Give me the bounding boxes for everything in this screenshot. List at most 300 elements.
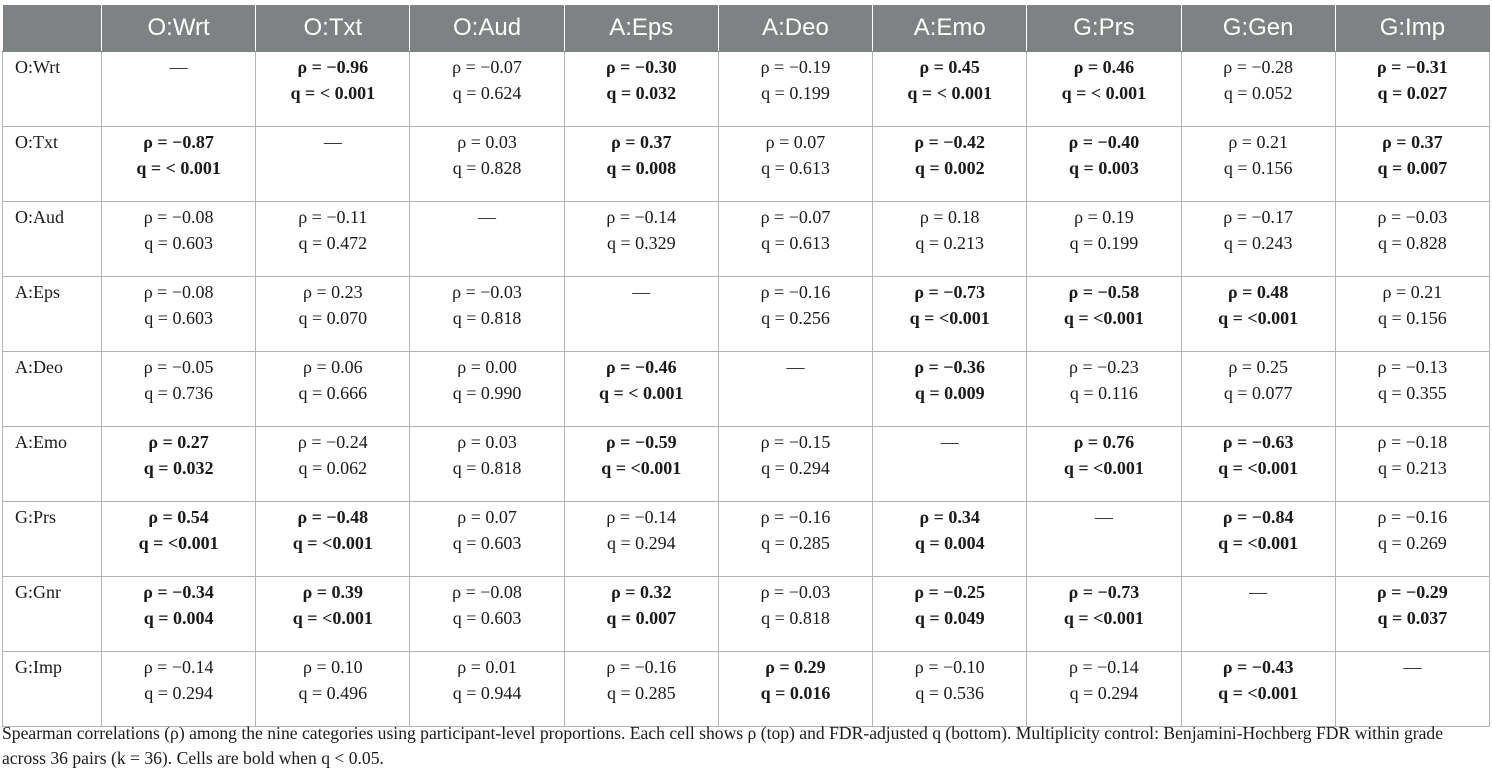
q-label: q = <box>136 158 166 178</box>
rho-label: ρ = <box>1222 657 1252 677</box>
cell-values <box>1027 52 1180 106</box>
rho-value: −0.59 <box>634 432 677 452</box>
table-body <box>3 52 1490 727</box>
rho-value: −0.16 <box>788 282 831 302</box>
q-label: q = <box>452 458 481 478</box>
table-row <box>3 577 1490 652</box>
rho-value: 0.34 <box>948 507 980 527</box>
cell-values <box>256 427 409 481</box>
q-value: 0.472 <box>326 233 368 253</box>
q-value: <0.001 <box>1247 308 1299 328</box>
rho-label: ρ = <box>760 207 789 227</box>
rho-value: −0.48 <box>326 507 369 527</box>
rho-label: ρ = <box>452 57 481 77</box>
q-value: 0.603 <box>480 608 522 628</box>
diagonal-cell: — <box>102 52 256 127</box>
column-header: G:Prs <box>1027 5 1181 52</box>
diagonal-cell: — <box>256 127 410 202</box>
q-label: q = <box>1218 458 1248 478</box>
q-value: 0.944 <box>480 683 522 703</box>
q-value: 0.116 <box>1098 383 1138 403</box>
cell-values <box>1182 427 1335 481</box>
correlation-cell <box>256 202 410 277</box>
rho-value: 0.07 <box>793 132 826 152</box>
corner-header-cell <box>3 5 102 52</box>
rho-label: ρ = <box>1377 507 1406 527</box>
correlation-cell <box>718 502 872 577</box>
q-label: q = <box>1223 383 1252 403</box>
rho-label: ρ = <box>303 657 332 677</box>
rho-value: −0.31 <box>1405 57 1448 77</box>
rho-label: ρ = <box>452 582 481 602</box>
q-label: q = <box>298 458 327 478</box>
cell-values <box>1182 352 1335 406</box>
q-value: 0.003 <box>1098 158 1139 178</box>
cell-values <box>1027 652 1180 706</box>
cell-values <box>102 502 255 556</box>
rho-value: −0.07 <box>788 207 831 227</box>
q-value: 0.355 <box>1406 383 1447 403</box>
rho-value: −0.63 <box>1251 432 1294 452</box>
rho-label: ρ = <box>1069 357 1098 377</box>
column-header: O:Wrt <box>102 5 256 52</box>
correlation-cell <box>1027 52 1181 127</box>
correlation-cell <box>564 127 718 202</box>
rho-value: −0.05 <box>171 357 214 377</box>
q-value: 0.828 <box>480 158 522 178</box>
rho-value: −0.16 <box>1405 507 1448 527</box>
rho-label: ρ = <box>1228 132 1257 152</box>
rho-label: ρ = <box>452 282 481 302</box>
q-label: q = <box>761 308 790 328</box>
correlation-cell <box>873 202 1027 277</box>
rho-label: ρ = <box>143 357 172 377</box>
q-label: q = <box>606 233 636 253</box>
rho-label: ρ = <box>919 57 949 77</box>
rho-label: ρ = <box>143 282 172 302</box>
q-label: q = <box>914 608 945 628</box>
q-value: <0.001 <box>322 533 373 553</box>
rho-label: ρ = <box>1377 432 1406 452</box>
rho-value: 0.07 <box>485 507 517 527</box>
q-label: q = <box>606 608 636 628</box>
table-row <box>3 52 1490 127</box>
rho-label: ρ = <box>1223 57 1252 77</box>
q-label: q = <box>907 83 937 103</box>
correlation-cell <box>1335 202 1489 277</box>
rho-value: 0.06 <box>331 357 363 377</box>
rho-label: ρ = <box>611 582 640 602</box>
rho-value: −0.03 <box>788 582 831 602</box>
cell-values <box>1182 502 1335 556</box>
cell-values <box>719 502 872 556</box>
cell-values <box>1027 277 1180 331</box>
column-header: A:Emo <box>873 5 1027 52</box>
rho-label: ρ = <box>605 432 635 452</box>
rho-value: 0.18 <box>948 207 980 227</box>
q-value: <0.001 <box>1247 683 1299 703</box>
correlation-cell <box>256 427 410 502</box>
q-label: q = <box>606 158 636 178</box>
q-label: q = <box>452 83 481 103</box>
q-label: q = <box>761 458 790 478</box>
row-header: G:Prs <box>3 502 102 577</box>
correlation-cell <box>1335 127 1489 202</box>
column-header: G:Imp <box>1335 5 1489 52</box>
rho-value: −0.16 <box>634 657 677 677</box>
rho-label: ρ = <box>298 207 327 227</box>
q-value: 0.008 <box>635 158 677 178</box>
correlation-cell <box>1335 427 1489 502</box>
correlation-cell <box>410 52 564 127</box>
q-value: 0.818 <box>480 458 522 478</box>
rho-label: ρ = <box>1377 207 1406 227</box>
q-value: 0.199 <box>1097 233 1139 253</box>
rho-value: −0.73 <box>1097 582 1140 602</box>
correlation-cell <box>873 502 1027 577</box>
q-label: q = <box>1061 83 1091 103</box>
row-header: A:Deo <box>3 352 102 427</box>
rho-label: ρ = <box>914 357 944 377</box>
correlation-cell <box>873 52 1027 127</box>
rho-value: −0.11 <box>326 207 368 227</box>
rho-value: −0.25 <box>943 582 986 602</box>
cell-values <box>565 352 718 406</box>
q-value: < 0.001 <box>936 83 992 103</box>
rho-label: ρ = <box>143 582 173 602</box>
rho-value: −0.24 <box>326 432 368 452</box>
cell-values <box>1336 52 1489 106</box>
q-value: 0.990 <box>480 383 522 403</box>
cell-values <box>1027 352 1180 406</box>
q-value: 0.736 <box>172 383 213 403</box>
rho-label: ρ = <box>457 432 486 452</box>
q-label: q = <box>1378 233 1407 253</box>
rho-label: ρ = <box>143 207 172 227</box>
cell-values <box>102 652 255 706</box>
q-value: 0.818 <box>789 608 830 628</box>
rho-value: −0.08 <box>171 282 214 302</box>
rho-value: 0.27 <box>177 432 209 452</box>
cell-values <box>256 652 409 706</box>
rho-label: ρ = <box>1222 432 1252 452</box>
rho-label: ρ = <box>760 432 789 452</box>
rho-label: ρ = <box>143 132 173 152</box>
rho-label: ρ = <box>148 507 178 527</box>
cell-values <box>719 577 872 631</box>
q-value: 0.536 <box>943 683 985 703</box>
rho-label: ρ = <box>1227 282 1257 302</box>
column-header: O:Txt <box>256 5 410 52</box>
cell-values <box>256 352 409 406</box>
rho-value: 0.45 <box>948 57 980 77</box>
rho-value: 0.29 <box>794 657 826 677</box>
rho-label: ρ = <box>919 507 949 527</box>
q-value: 0.004 <box>944 533 985 553</box>
correlation-cell <box>1027 277 1181 352</box>
rho-value: −0.34 <box>172 582 214 602</box>
rho-value: 0.37 <box>1411 132 1443 152</box>
rho-value: −0.10 <box>942 657 985 677</box>
correlation-cell <box>1027 427 1181 502</box>
correlation-cell <box>256 502 410 577</box>
q-value: < 0.001 <box>1090 83 1147 103</box>
row-header: A:Emo <box>3 427 102 502</box>
correlation-cell <box>410 652 564 727</box>
q-value: 0.603 <box>480 533 522 553</box>
q-value: 0.199 <box>789 83 830 103</box>
q-label: q = <box>1069 383 1099 403</box>
rho-value: −0.96 <box>326 57 369 77</box>
q-label: q = <box>914 533 945 553</box>
q-value: 0.256 <box>789 308 830 328</box>
correlation-cell <box>564 202 718 277</box>
cell-values <box>565 202 718 256</box>
q-label: q = <box>1223 158 1252 178</box>
rho-value: −0.23 <box>1097 357 1139 377</box>
q-value: 0.624 <box>480 83 522 103</box>
correlation-cell <box>1335 277 1489 352</box>
q-value: <0.001 <box>167 533 219 553</box>
rho-label: ρ = <box>1222 507 1252 527</box>
rho-value: −0.14 <box>634 207 677 227</box>
cell-values <box>1336 352 1489 406</box>
row-header: O:Wrt <box>3 52 102 127</box>
cell-values <box>102 577 255 631</box>
rho-value: 0.00 <box>485 357 517 377</box>
diagonal-cell: — <box>1027 502 1181 577</box>
q-value: 0.052 <box>1251 83 1293 103</box>
q-value: 0.285 <box>635 683 676 703</box>
q-label: q = <box>761 608 790 628</box>
q-value: <0.001 <box>630 458 682 478</box>
rho-value: −0.07 <box>480 57 522 77</box>
cell-values <box>1336 277 1489 331</box>
correlation-cell <box>564 352 718 427</box>
column-header: G:Gen <box>1181 5 1335 52</box>
rho-label: ρ = <box>914 582 944 602</box>
table-row <box>3 352 1490 427</box>
rho-label: ρ = <box>297 507 327 527</box>
header-row <box>3 5 1490 52</box>
rho-label: ρ = <box>914 657 943 677</box>
q-value: <0.001 <box>1247 533 1299 553</box>
correlation-cell <box>410 427 564 502</box>
cell-values <box>719 277 872 331</box>
correlation-cell <box>564 652 718 727</box>
rho-value: 0.48 <box>1256 282 1289 302</box>
rho-value: 0.76 <box>1102 432 1135 452</box>
correlation-cell <box>1335 577 1489 652</box>
correlation-cell <box>564 577 718 652</box>
q-label: q = <box>452 308 481 328</box>
cell-values <box>410 127 563 181</box>
rho-value: −0.29 <box>1405 582 1448 602</box>
diagonal-cell: — <box>873 427 1027 502</box>
q-label: q = <box>452 158 481 178</box>
q-label: q = <box>1378 458 1407 478</box>
correlation-cell <box>718 202 872 277</box>
cell-values <box>410 502 563 556</box>
rho-label: ρ = <box>760 57 789 77</box>
q-value: <0.001 <box>1093 458 1144 478</box>
q-label: q = <box>601 458 631 478</box>
correlation-cell <box>410 352 564 427</box>
correlation-table <box>2 5 1490 727</box>
rho-value: −0.42 <box>943 132 986 152</box>
rho-label: ρ = <box>605 357 635 377</box>
q-label: q = <box>598 383 629 403</box>
rho-label: ρ = <box>457 657 486 677</box>
rho-value: −0.16 <box>788 507 831 527</box>
cell-values <box>1336 502 1489 556</box>
q-label: q = <box>1069 233 1098 253</box>
column-header: A:Deo <box>718 5 872 52</box>
rho-label: ρ = <box>1074 207 1103 227</box>
cell-values <box>1182 202 1335 256</box>
correlation-cell <box>718 52 872 127</box>
q-value: 0.294 <box>635 533 676 553</box>
rho-label: ρ = <box>765 132 794 152</box>
q-label: q = <box>290 83 320 103</box>
q-value: <0.001 <box>1093 308 1144 328</box>
rho-value: −0.17 <box>1251 207 1294 227</box>
cell-values <box>256 502 409 556</box>
rho-value: −0.03 <box>1405 207 1448 227</box>
cell-values <box>719 427 872 481</box>
q-value: 0.156 <box>1251 158 1293 178</box>
q-value: 0.009 <box>944 383 985 403</box>
q-value: 0.666 <box>326 383 368 403</box>
rho-value: 0.03 <box>485 432 517 452</box>
q-value: <0.001 <box>1093 608 1144 628</box>
correlation-cell <box>1181 277 1335 352</box>
q-value: 0.269 <box>1406 533 1447 553</box>
rho-value: 0.01 <box>485 657 517 677</box>
rho-label: ρ = <box>303 282 332 302</box>
q-value: 0.156 <box>1406 308 1447 328</box>
q-label: q = <box>915 233 944 253</box>
correlation-cell <box>410 577 564 652</box>
rho-value: 0.10 <box>331 657 363 677</box>
q-label: q = <box>1218 683 1248 703</box>
cell-values <box>873 502 1026 556</box>
rho-value: −0.15 <box>788 432 831 452</box>
q-value: 0.496 <box>326 683 368 703</box>
q-value: 0.002 <box>944 158 985 178</box>
q-value: 0.828 <box>1406 233 1447 253</box>
cell-values <box>873 127 1026 181</box>
row-header: O:Txt <box>3 127 102 202</box>
column-header: O:Aud <box>410 5 564 52</box>
rho-label: ρ = <box>1073 57 1103 77</box>
cell-values <box>256 577 409 631</box>
correlation-cell <box>102 277 256 352</box>
rho-value: 0.03 <box>485 132 517 152</box>
rho-value: 0.54 <box>177 507 209 527</box>
correlation-cell <box>564 52 718 127</box>
rho-label: ρ = <box>1073 432 1103 452</box>
q-value: <0.001 <box>322 608 373 628</box>
rho-value: 0.39 <box>331 582 364 602</box>
q-label: q = <box>298 233 327 253</box>
q-value: 0.213 <box>1406 458 1447 478</box>
q-value: 0.243 <box>1251 233 1293 253</box>
q-label: q = <box>1377 83 1407 103</box>
cell-values <box>410 577 563 631</box>
correlation-cell <box>1181 52 1335 127</box>
table-row <box>3 427 1490 502</box>
rho-label: ρ = <box>1068 282 1098 302</box>
rho-value: −0.14 <box>1097 657 1139 677</box>
q-label: q = <box>452 383 481 403</box>
cell-values <box>873 202 1026 256</box>
cell-values <box>719 652 872 706</box>
q-value: < 0.001 <box>165 158 221 178</box>
q-label: q = <box>1223 233 1252 253</box>
correlation-cell <box>102 577 256 652</box>
correlation-cell <box>718 652 872 727</box>
cell-values <box>1182 652 1335 706</box>
rho-value: −0.13 <box>1405 357 1448 377</box>
q-value: 0.016 <box>789 683 831 703</box>
diagonal-cell: — <box>1335 652 1489 727</box>
rho-value: −0.14 <box>634 507 677 527</box>
rho-value: −0.36 <box>943 357 986 377</box>
row-header: G:Imp <box>3 652 102 727</box>
correlation-cell <box>1027 127 1181 202</box>
correlation-cell <box>718 577 872 652</box>
table-row <box>3 652 1490 727</box>
q-value: <0.001 <box>938 308 990 328</box>
q-value: 0.294 <box>789 458 830 478</box>
correlation-cell <box>256 52 410 127</box>
q-value: 0.032 <box>635 83 677 103</box>
rho-value: 0.19 <box>1102 207 1134 227</box>
rho-label: ρ = <box>1377 57 1406 77</box>
q-label: q = <box>138 533 168 553</box>
rho-label: ρ = <box>1377 582 1406 602</box>
q-label: q = <box>144 383 173 403</box>
q-value: 0.613 <box>789 158 830 178</box>
rho-value: −0.08 <box>480 582 522 602</box>
rho-value: −0.73 <box>943 282 986 302</box>
rho-value: −0.03 <box>480 282 522 302</box>
q-value: < 0.001 <box>628 383 684 403</box>
correlation-cell <box>102 127 256 202</box>
q-label: q = <box>452 683 481 703</box>
row-header: O:Aud <box>3 202 102 277</box>
q-label: q = <box>761 233 790 253</box>
diagonal-cell: — <box>718 352 872 427</box>
q-label: q = <box>144 683 173 703</box>
q-value: 0.285 <box>789 533 830 553</box>
rho-label: ρ = <box>606 507 635 527</box>
rho-label: ρ = <box>1228 357 1257 377</box>
q-value: 0.070 <box>326 308 368 328</box>
q-label: q = <box>914 158 945 178</box>
rho-label: ρ = <box>760 282 789 302</box>
correlation-cell <box>873 277 1027 352</box>
rho-value: 0.21 <box>1256 132 1288 152</box>
q-label: q = <box>143 608 173 628</box>
q-value: 0.329 <box>635 233 676 253</box>
cell-values <box>873 352 1026 406</box>
table-caption: Spearman correlations (ρ) among the nine categories using participant-level proportions. Each cell shows ρ (top) and FDR-adjusted q (bottom). Multiplicity control: Benjamini-Hochberg FDR within grade across 36 pairs (k = 36). Cells are bold when q < 0.05. <box>2 723 1444 768</box>
q-label: q = <box>1378 383 1407 403</box>
cell-values <box>410 277 563 331</box>
diagonal-cell: — <box>564 277 718 352</box>
